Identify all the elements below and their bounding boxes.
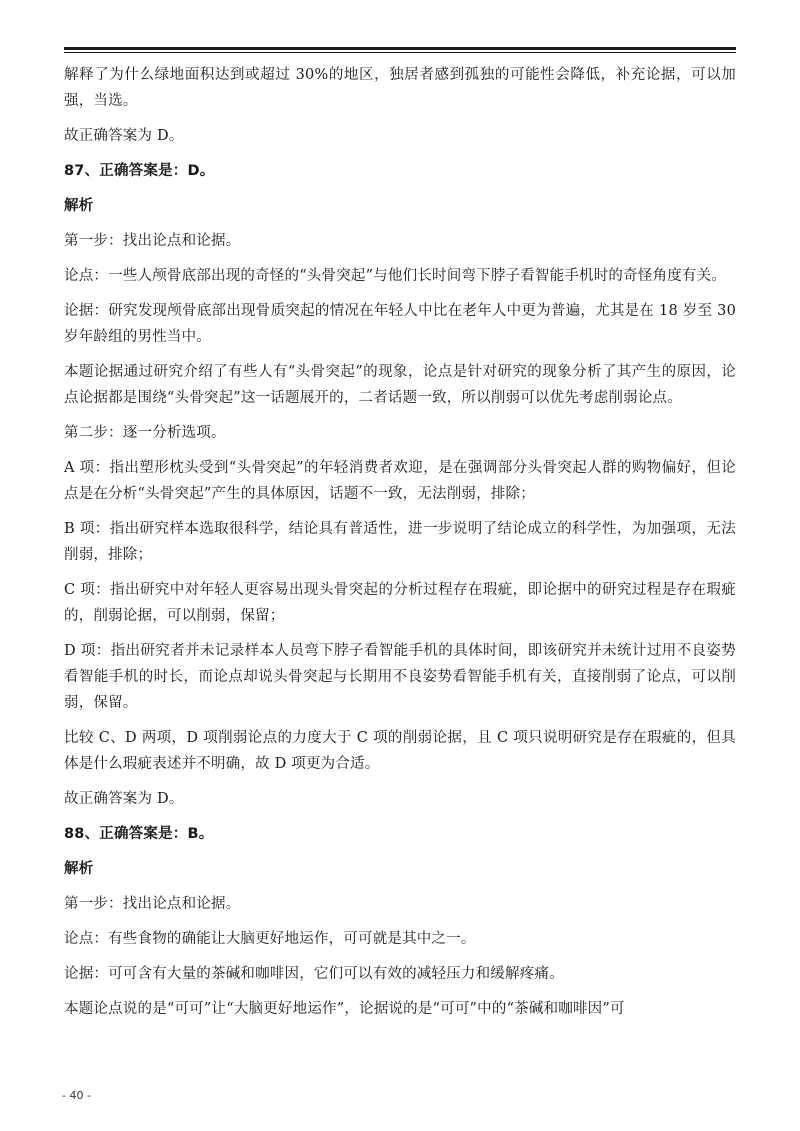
answer-heading: 88、正确答案是：B。 <box>64 826 214 842</box>
paragraph: 本题论据通过研究介绍了有些人有“头骨突起”的现象，论点是针对研究的现象分析了其产生的原因，论点论据都是围绕“头骨突起”这一话题展开的，二者话题一致，所以削弱可以优先考虑削弱论点。 <box>64 364 736 406</box>
paragraph: 解释了为什么绿地面积达到或超过 30%的地区，独居者感到孤独的可能性会降低，补充论据，可以加强，当选。 <box>64 67 736 109</box>
paragraph: 故正确答案为 D。 <box>64 791 184 807</box>
paragraph: 论据：可可含有大量的茶碱和咖啡因，它们可以有效的减轻压力和缓解疼痛。 <box>64 966 564 982</box>
paragraph: 论点：有些食物的确能让大脑更好地运作，可可就是其中之一。 <box>64 931 476 947</box>
paragraph: 故正确答案为 D。 <box>64 128 184 144</box>
paragraph: 论据：研究发现颅骨底部出现骨质突起的情况在年轻人中比在老年人中更为普遍，尤其是在 18 岁至 30 岁年龄组的男性当中。 <box>64 303 736 345</box>
page-number: - 40 - <box>62 1089 91 1102</box>
option-analysis: B 项：指出研究样本选取很科学，结论具有普适性，进一步说明了结论成立的科学性，为加强项，无法削弱，排除； <box>64 521 736 563</box>
option-analysis: C 项：指出研究中对年轻人更容易出现头骨突起的分析过程存在瑕疵，即论据中的研究过程是存在瑕疵的，削弱论据，可以削弱，保留； <box>64 582 736 624</box>
paragraph: 第一步：找出论点和论据。 <box>64 233 241 249</box>
option-analysis: D 项：指出研究者并未记录样本人员弯下脖子看智能手机的具体时间，即该研究并未统计过用不良姿势看智能手机的时长，而论点却说头骨突起与长期用不良姿势看智能手机有关，直接削弱了论点，可以削弱，保留。 <box>64 643 736 711</box>
paragraph: 第二步：逐一分析选项。 <box>64 425 226 441</box>
analysis-heading: 解析 <box>64 861 94 877</box>
answer-heading: 87、正确答案是：D。 <box>64 163 215 179</box>
header-rule-thin <box>64 52 736 53</box>
paragraph: 比较 C、D 两项，D 项削弱论点的力度大于 C 项的削弱论据，且 C 项只说明研究是存在瑕疵的，但具体是什么瑕疵表述并不明确，故 D 项更为合适。 <box>64 730 736 772</box>
option-analysis: A 项：指出塑形枕头受到“头骨突起”的年轻消费者欢迎，是在强调部分头骨突起人群的购物偏好，但论点是在分析“头骨突起”产生的具体原因，话题不一致，无法削弱，排除； <box>64 460 736 502</box>
paragraph: 本题论点说的是“可可”让“大脑更好地运作”，论据说的是“可可”中的“茶碱和咖啡因”可 <box>64 1001 625 1017</box>
paragraph: 论点：一些人颅骨底部出现的奇怪的“头骨突起”与他们长时间弯下脖子看智能手机时的奇怪角度有关。 <box>64 268 727 284</box>
analysis-heading: 解析 <box>64 198 94 214</box>
document-body <box>64 62 736 1031</box>
header-rule-thick <box>64 47 736 50</box>
paragraph: 第一步：找出论点和论据。 <box>64 896 241 912</box>
